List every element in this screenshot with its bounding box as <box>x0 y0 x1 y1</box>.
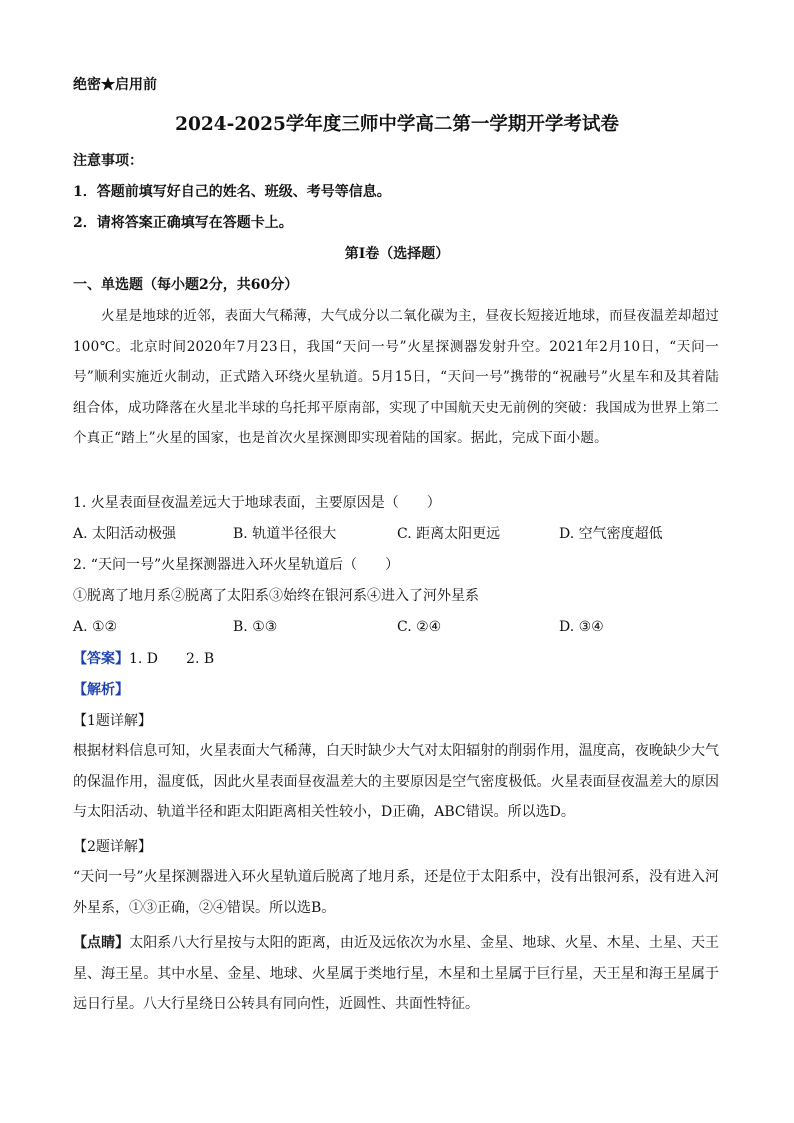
note-item-2: 2．请将答案正确填写在答题卡上。 <box>73 215 293 231</box>
part-heading: 一、单选题（每小题2分，共60分） <box>73 277 299 293</box>
q1-option-b: B. 轨道半径很大 <box>233 526 337 542</box>
answer-label: 【答案】 <box>73 651 129 667</box>
q2-option-b: B. ①③ <box>233 619 278 635</box>
tip-text: 太阳系八大行星按与太阳的距离，由近及远依次为水星、金星、地球、火星、木星、土星、天王星、海王星。其中水星、金星、地球、火星属于类地行星，木星和土星属于巨行星，天王星和海王星属于远日行星。八大行星绕日公转具有同向性，近圆性、共面性特征。 <box>73 935 720 1012</box>
q2-option-a: A. ①② <box>73 619 118 635</box>
q2-option-c: C. ②④ <box>397 619 442 635</box>
answer-line <box>73 650 214 668</box>
question-2-sub: ①脱离了地月系②脱离了太阳系③始终在银河系④进入了河外星系 <box>73 588 479 604</box>
page-title: 2024-2025学年度三师中学高二第一学期开学考试卷 <box>175 114 619 135</box>
notes-heading: 注意事项： <box>73 153 143 169</box>
q1-detail-text: 根据材料信息可知，火星表面大气稀薄，白天时缺少大气对太阳辐射的削弱作用，温度高，夜晚缺少大气的保温作用，温度低，因此火星表面昼夜温差大的主要原因是空气密度极低。火星表面昼夜温差大的原因与太阳活动、轨道半径和距太阳距离相关性较小，D正确，ABC错误。所以选D。 <box>73 743 719 820</box>
analysis-label: 【解析】 <box>73 682 129 698</box>
secret-label: 绝密★启用前 <box>73 77 157 93</box>
volume-heading: 第I卷（选择题） <box>344 246 450 262</box>
q2-detail-text: “天问一号”火星探测器进入环火星轨道后脱离了地月系，还是位于太阳系中，没有出银河系，没有进入河外星系，①③正确，②④错误。所以选B。 <box>73 869 719 916</box>
q2-option-d: D. ③④ <box>559 619 604 635</box>
answer-value: 1. D 2. B <box>129 651 215 667</box>
tip-paragraph <box>73 928 719 1020</box>
question-1-stem: 1. 火星表面昼夜温差远大于地球表面，主要原因是（ ） <box>73 495 441 511</box>
q1-option-d: D. 空气密度超低 <box>559 526 663 542</box>
q1-option-a: A. 太阳活动极强 <box>73 526 177 542</box>
tip-label: 【点睛】 <box>73 935 130 951</box>
question-2-stem: 2. “天问一号”火星探测器进入环火星轨道后（ ） <box>73 557 400 573</box>
material-paragraph: 火星是地球的近邻，表面大气稀薄，大气成分以二氧化碳为主，昼夜长短接近地球，而昼夜温差却超过100℃。北京时间2020年7月23日，我国“天问一号”火星探测器发射升空。2021年2月10日，“天问一号”顺利实施近火制动，正式踏入环绕火星轨道。5月15日，“天问一号”携带的“祝融号”火星车和及其着陆组合体，成功降落在火星北半球的乌托邦平原南部，实现了中国航天史无前例的突破：我国成为世界上第二个真正“踏上”火星的国家，也是首次火星探测即实现着陆的国家。据此，完成下面小题。 <box>73 308 719 446</box>
note-item-1: 1．答题前填写好自己的姓名、班级、考号等信息。 <box>73 184 391 200</box>
q1-option-c: C. 距离太阳更远 <box>397 526 501 542</box>
q2-detail-label: 【2题详解】 <box>73 839 152 855</box>
q1-detail-label: 【1题详解】 <box>73 713 152 729</box>
